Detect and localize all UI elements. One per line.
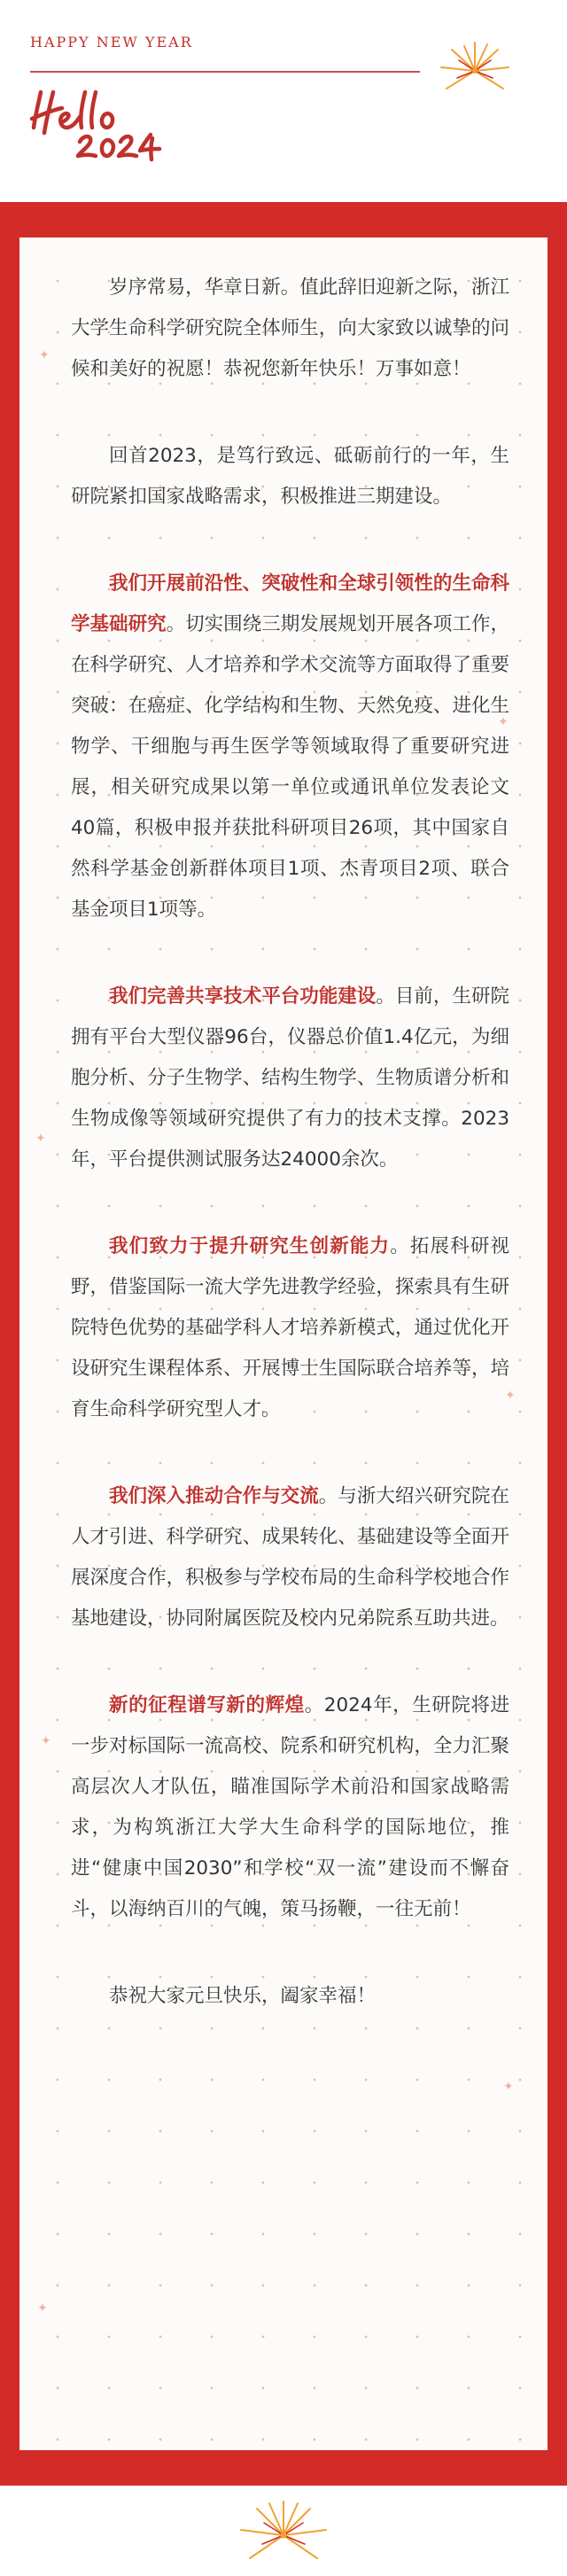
- letter-content: [71, 268, 509, 2063]
- paragraph-cooperation: 我们深入推动合作与交流。与浙大绍兴研究院在人才引进、科学研究、成果转化、基础建设等全面开展深度合作，积极参与学校布局的生命科学校地合作基地建设，协同附属医院及校内兄弟院系互助共进。: [71, 1485, 509, 1630]
- paragraph-greeting: 岁序常易，华章日新。值此辞旧迎新之际，浙江大学生命科学研究院全体师生，向大家致以诚挚的问候和美好的祝愿！恭祝您新年快乐！万事如意！: [71, 276, 509, 380]
- sparkle-icon: ✦: [505, 1389, 516, 1403]
- paragraph-heading: 我们开展前沿性、突破性和全球引领性的生命科学基础研究: [71, 572, 509, 635]
- paragraph-heading: 我们致力于提升研究生创新能力: [109, 1235, 391, 1257]
- firework-icon: [434, 35, 516, 106]
- header: [0, 0, 567, 202]
- paragraph-platform: 我们完善共享技术平台功能建设。目前，生研院拥有平台大型仪器96台，仪器总价值1.4亿元，为细胞分析、分子生物学、结构生物学、生物质谱分析和生物成像等领域研究提供了有力的技术支撑。2023年，平台提供测试服务达24000余次。: [71, 985, 509, 1171]
- sparkle-icon: ✦: [498, 715, 509, 729]
- paragraph-graduate: 我们致力于提升研究生创新能力。拓展科研视野，借鉴国际一流大学先进教学经验，探索具有生研院特色优势的基础学科人才培养新模式，通过优化开设研究生课程体系、开展博士生国际联合培养等，培育生命科学研究型人才。: [71, 1235, 509, 1420]
- paragraph-heading: 新的征程谱写新的辉煌: [109, 1694, 305, 1716]
- header-divider: [30, 71, 420, 73]
- paragraph-new-journey: 新的征程谱写新的辉煌。2024年，生研院将进一步对标国际一流高校、院系和研究机构，全力汇聚高层次人才队伍，瞄准国际学术前沿和国家战略需求，为构筑浙江大学大生命科学的国际地位，推进“健康中国2030”和学校“双一流”建设而不懈奋斗，以海纳百川的气魄，策马扬鞭，一往无前！: [71, 1694, 509, 1920]
- sparkle-icon: ✦: [41, 1734, 51, 1748]
- sparkle-icon: ✦: [503, 2080, 514, 2094]
- sparkle-icon: ✦: [37, 2301, 48, 2315]
- footer: [0, 2486, 567, 2576]
- paragraph-heading: 我们完善共享技术平台功能建设: [109, 985, 377, 1008]
- paragraph-review-2023: 回首2023，是笃行致远、砥砺前行的一年，生研院紧扣国家战略需求，积极推进三期建设。: [71, 445, 509, 508]
- paragraph-closing: 恭祝大家元旦快乐，阖家幸福！: [109, 1985, 377, 2007]
- happy-new-year-title: HAPPY NEW YEAR: [30, 34, 193, 51]
- paragraph-research: 我们开展前沿性、突破性和全球引领性的生命科学基础研究。切实围绕三期发展规划开展各项工作，在科学研究、人才培养和学术交流等方面取得了重要突破：在癌症、化学结构和生物、天然免疫、进化生物学、干细胞与再生医学等领域取得了重要研究进展，相关研究成果以第一单位或通讯单位发表论文40篇，积极申报并获批科研项目26项，其中国家自然科学基金创新群体项目1项、杰青项目2项、联合基金项目1项等。: [71, 572, 509, 921]
- sparkle-icon: ✦: [39, 348, 50, 362]
- hello-2024-logo: [27, 83, 168, 163]
- sparkle-icon: ✦: [35, 1132, 46, 1146]
- firework-icon: [234, 2496, 333, 2571]
- paragraph-heading: 我们深入推动合作与交流: [109, 1485, 319, 1507]
